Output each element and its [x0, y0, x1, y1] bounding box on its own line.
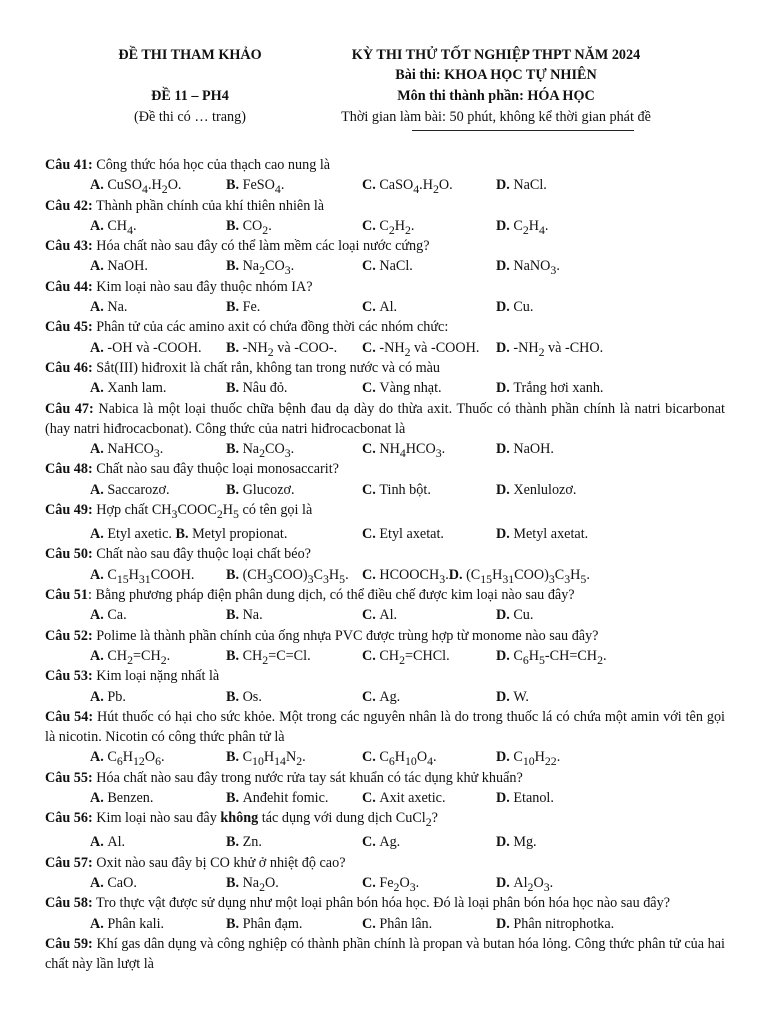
question-stem	[45, 707, 725, 748]
question-label: Câu 41:	[45, 157, 93, 173]
option-c: C. $NH_4HCO_3$.	[362, 441, 446, 460]
question-49	[45, 500, 725, 544]
options-row	[45, 297, 725, 317]
options-row	[45, 605, 725, 625]
option-d: D. $-NH_2$ và -CHO.	[496, 339, 604, 359]
question-52	[45, 626, 725, 667]
options-row	[45, 873, 725, 893]
option-b: B. Glucozơ.	[226, 481, 295, 498]
question-stem	[45, 626, 725, 646]
question-text: Phân tử của các amino axit có chứa đồng thời các nhóm chức:	[92, 319, 449, 336]
question-47	[45, 399, 725, 460]
option-c: C. Etyl axetat.	[362, 526, 444, 543]
exam-subject: Bài thi: KHOA HỌC TỰ NHIÊN	[395, 67, 597, 83]
options-row	[45, 747, 725, 767]
question-label: Câu 58:	[45, 895, 93, 912]
question-53	[45, 666, 725, 707]
option-c: C. Ag.	[362, 688, 401, 705]
question-label: Câu 44:	[45, 278, 93, 295]
question-stem	[45, 808, 725, 832]
question-44	[45, 277, 725, 318]
question-59	[45, 934, 725, 975]
question-text: Khí gas dân dụng và công nghiệp có thành phần chính là propan và butan hóa lỏng. Công thức phân tử của hai chất này lần lượt là	[45, 935, 725, 973]
option-b: B. Os.	[226, 688, 262, 705]
options-row	[45, 480, 725, 500]
options-row	[45, 338, 725, 358]
question-stem	[45, 853, 725, 873]
question-label: Câu 49:	[45, 502, 93, 519]
question-label: Câu 46:	[45, 359, 93, 376]
question-stem	[45, 317, 725, 337]
option-a: A. Pb.	[90, 688, 126, 705]
question-51	[45, 585, 725, 626]
option-c: C. $CH_2=CHCl$.	[362, 647, 450, 667]
options-row	[45, 565, 725, 585]
option-c: C. Tinh bột.	[362, 481, 431, 498]
question-41	[45, 155, 725, 196]
question-text: Kim loại nào sau đây không tác dụng với dung dịch CuCl$_2$?	[92, 810, 438, 830]
option-c: C. $-NH_2$ và -COOH.	[362, 339, 480, 359]
option-a: A. NaOH.	[90, 258, 148, 275]
options-row	[45, 832, 725, 852]
option-a: A. Xanh lam.	[90, 380, 167, 397]
option-b: B. $C_{10}H_{14}N_2$.	[226, 749, 306, 769]
option-d: D. Trắng hơi xanh.	[496, 380, 604, 397]
options-row	[45, 914, 725, 934]
option-c: C. Phân lân.	[362, 915, 433, 932]
option-b: B. Anđehit fomic.	[226, 790, 329, 807]
exam-time: Thời gian làm bài: 50 phút, không kể thời gian phát đề	[341, 109, 651, 125]
options-row	[45, 687, 725, 707]
question-55	[45, 768, 725, 809]
option-d: D. $C_2H_4$.	[496, 217, 549, 237]
option-c: C. Ag.	[362, 834, 401, 851]
question-label: Câu 47:	[45, 400, 94, 417]
question-label: Câu 59:	[45, 935, 93, 952]
question-label: Câu 52:	[45, 627, 93, 644]
option-b: B. Nâu đỏ.	[226, 380, 288, 397]
exam-header	[0, 0, 768, 140]
question-57	[45, 853, 725, 894]
options-row	[45, 439, 725, 459]
option-a: A. Ca.	[90, 607, 127, 624]
option-a: A. -OH và -COOH.	[90, 339, 202, 356]
question-text: Polime là thành phần chính của ống nhựa PVC được trùng hợp từ monome nào sau đây?	[92, 627, 599, 644]
exam-code: ĐỀ 11 – PH4	[151, 88, 229, 104]
option-d: D. Phân nitrophotka.	[496, 915, 615, 932]
question-stem	[45, 934, 725, 975]
question-label: Câu 56:	[45, 810, 93, 827]
question-label: Câu 54:	[45, 708, 94, 725]
question-text: Nabica là một loại thuốc chữa bệnh đau dạ dày do thừa axit. Thuốc có thành phần chính là natri bicarbonat (hay natri hiđrocacbonat). Công thức của natri hiđrocacbonat là	[45, 400, 725, 437]
option-d: D. Cu.	[496, 607, 534, 624]
question-label: Câu 42:	[45, 197, 93, 214]
question-stem	[45, 277, 725, 297]
option-d: D. NaNO$_3$.	[496, 258, 560, 278]
question-54	[45, 707, 725, 768]
option-c: C. Al.	[362, 299, 398, 316]
option-a: A. $CuSO_4.H_2O$.	[90, 177, 182, 197]
question-text: Công thức hóa học của thạch cao nung là	[92, 157, 331, 173]
option-c: C. $HCOOCH_3.D$. $(C_{15}H_{31}COO)_3C_3H_5$.	[362, 566, 590, 586]
option-d: D. Mg.	[496, 834, 537, 851]
question-text: Hóa chất nào sau đây trong nước rửa tay sát khuẩn có tác dụng khử khuẩn?	[92, 769, 523, 786]
question-label: Câu 57:	[45, 854, 93, 871]
option-c: C. Vàng nhạt.	[362, 380, 442, 397]
question-label: Câu 45:	[45, 319, 93, 336]
question-text: Chất nào sau đây thuộc loại chất béo?	[92, 546, 311, 563]
question-stem	[45, 500, 725, 524]
question-43	[45, 236, 725, 277]
options-row	[45, 788, 725, 808]
option-b: B. Na.	[226, 607, 263, 624]
option-a: A. $C_{15}H_{31}COOH$.	[90, 566, 195, 586]
options-row	[45, 646, 725, 666]
option-d: D. NaOH.	[496, 441, 554, 458]
option-b: B. Fe.	[226, 299, 261, 316]
exam-component: Môn thi thành phần: HÓA HỌC	[397, 88, 595, 104]
option-a: A. Benzen.	[90, 790, 154, 807]
page-count-note: (Đề thi có … trang)	[134, 109, 246, 125]
question-46	[45, 358, 725, 399]
question-56	[45, 808, 725, 852]
question-text: Kim loại nào sau đây thuộc nhóm IA?	[92, 278, 313, 295]
option-d: D. NaCl.	[496, 177, 547, 194]
option-d: D. $C_{10}H_{22}$.	[496, 749, 561, 769]
question-48	[45, 459, 725, 500]
question-list	[45, 155, 725, 975]
option-c: C. Axit axetic.	[362, 790, 446, 807]
option-d: D. Xenlulozơ.	[496, 481, 577, 498]
option-d: D. Etanol.	[496, 790, 554, 807]
question-label: Câu 51	[45, 587, 88, 604]
question-50	[45, 544, 725, 585]
option-b: B. FeSO$_4$.	[226, 177, 285, 197]
option-d: D. Metyl axetat.	[496, 526, 589, 543]
option-a: A. Etyl axetic. B. Metyl propionat.	[90, 526, 288, 543]
option-b: B. Zn.	[226, 834, 262, 851]
question-label: Câu 50:	[45, 546, 93, 563]
option-a: A. $C_6H_{12}O_6$.	[90, 749, 165, 769]
header-underline	[412, 130, 634, 131]
options-row	[45, 216, 725, 236]
question-label: Câu 55:	[45, 769, 93, 786]
option-a: A. CaO.	[90, 875, 137, 892]
option-b: B. $CO_2$.	[226, 217, 272, 237]
option-b: B. $Na_2CO_3$.	[226, 441, 295, 460]
question-label: Câu 48:	[45, 461, 93, 478]
option-a: A. Saccarozơ.	[90, 481, 170, 498]
question-label: Câu 43:	[45, 238, 93, 255]
option-b: B. Phân đạm.	[226, 915, 303, 932]
option-b: B. $CH_2=C=Cl$.	[226, 647, 311, 667]
exam-title: KỲ THI THỬ TỐT NGHIỆP THPT NĂM 2024	[351, 47, 641, 63]
options-row	[45, 524, 725, 544]
option-a: A. Na.	[90, 299, 128, 316]
option-d: D. $C_6H_5-CH=CH_2$.	[496, 647, 607, 667]
question-58	[45, 893, 725, 934]
option-c: C. $Fe_2O_3$.	[362, 875, 420, 894]
option-c: C. $C_6H_{10}O_4$.	[362, 749, 437, 769]
question-text: Hóa chất nào sau đây có thể làm mềm các loại nước cứng?	[92, 238, 430, 255]
option-b: B. $(CH_3COO)_3C_3H_5$.	[226, 566, 349, 586]
question-stem	[45, 544, 725, 564]
option-d: D. W.	[496, 688, 529, 705]
option-b: B. $Na_2O$.	[226, 875, 279, 894]
question-stem	[45, 155, 725, 175]
option-a: A. $CH_4$.	[90, 217, 137, 237]
option-b: B. $-NH_2$ và -COO-.	[226, 339, 338, 359]
option-b: B. $Na_2CO_3$.	[226, 258, 295, 278]
option-d: D. $Al_2O_3$.	[496, 875, 554, 894]
question-text: Oxit nào sau đây bị CO khử ở nhiệt độ cao?	[92, 854, 346, 871]
question-text: Thành phần chính của khí thiên nhiên là	[92, 197, 325, 214]
question-text: : Bằng phương pháp điện phân dung dịch, có thể điều chế được kim loại nào sau đây?	[87, 587, 575, 604]
option-a: A. $CH_2=CH_2$.	[90, 647, 171, 667]
option-d: D. Cu.	[496, 299, 534, 316]
header-left-title: ĐỀ THI THAM KHẢO	[118, 47, 262, 63]
question-42	[45, 196, 725, 237]
question-stem	[45, 399, 725, 440]
option-a: A. NaHCO$_3$.	[90, 441, 164, 460]
question-text: Chất nào sau đây thuộc loại monosaccarit?	[92, 461, 339, 478]
question-text: Kim loại nặng nhất là	[92, 668, 220, 685]
option-a: A. Phân kali.	[90, 915, 165, 932]
option-c: C. $C_2H_2$.	[362, 217, 415, 237]
question-text: Hợp chất $CH_3COOC_2H_5$ có tên gọi là	[92, 502, 313, 521]
option-c: C. Al.	[362, 607, 398, 624]
question-text: Sắt(III) hiđroxit là chất rắn, không tan trong nước và có màu	[92, 359, 441, 376]
option-c: C. $CaSO_4.H_2O$.	[362, 177, 453, 197]
option-c: C. NaCl.	[362, 258, 413, 275]
options-row	[45, 378, 725, 398]
options-row	[45, 256, 725, 276]
question-label: Câu 53:	[45, 668, 93, 685]
question-45	[45, 317, 725, 358]
question-text: Tro thực vật được sử dụng như một loại phân bón hóa học. Đó là loại phân bón hóa học nào sau đây?	[92, 895, 670, 912]
question-text: Hút thuốc có hại cho sức khỏe. Một trong các nguyên nhân là do trong thuốc lá có chứa một amin với tên gọi là nicotin. Nicotin có công thức phân tử là	[45, 708, 725, 746]
option-a: A. Al.	[90, 834, 126, 851]
options-row	[45, 175, 725, 195]
